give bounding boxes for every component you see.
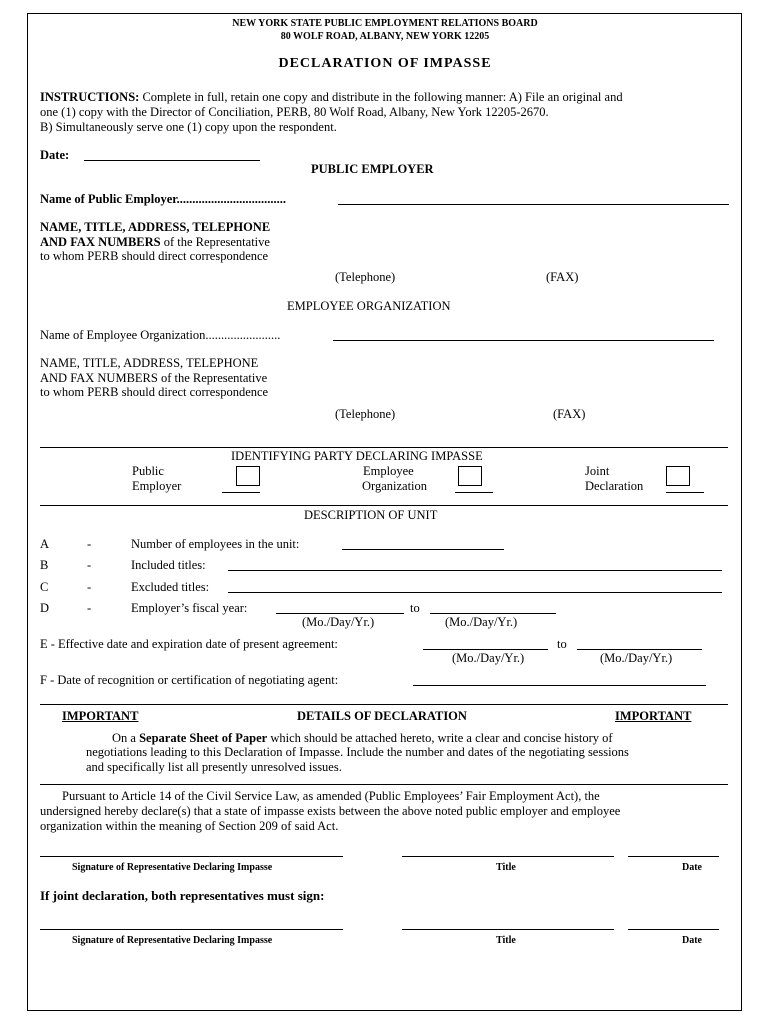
row-d-dash: - [87,601,92,615]
details-line-1 [112,731,613,745]
instructions-label: INSTRUCTIONS: [40,90,140,104]
row-a-letter: A [40,537,50,551]
opt-employee-l2: Organization [362,479,428,493]
public-employer-heading: PUBLIC EMPLOYER [311,162,434,176]
mdy-label: (Mo./Day/Yr.) [445,615,518,629]
joint-declaration-checkbox[interactable] [666,466,690,486]
pe-telephone-label: (Telephone) [335,270,396,284]
divider [666,492,704,493]
date-field-1[interactable] [628,856,719,857]
recognition-date-field[interactable] [413,685,706,686]
mdy-label: (Mo./Day/Yr.) [452,651,525,665]
employee-org-name-field[interactable] [333,340,714,341]
date-field-2[interactable] [628,929,719,930]
employee-organization-checkbox[interactable] [458,466,482,486]
eo-telephone-label: (Telephone) [335,407,396,421]
opt-joint-l1: Joint [585,464,610,478]
employee-count-field[interactable] [342,549,504,550]
date-label-1: Date [682,862,702,873]
opt-joint-l2: Declaration [585,479,644,493]
pursuant-line-1: Pursuant to Article 14 of the Civil Service Law, as amended (Public Employees’ Fair Employment Act), the [62,789,600,803]
details-pre: On a [112,731,140,745]
public-employer-name-field[interactable] [338,204,729,205]
row-b-label: Included titles: [131,558,206,572]
pe-rep-line-1: NAME, TITLE, ADDRESS, TELEPHONE [40,220,271,234]
pursuant-line-2: undersigned hereby declare(s) that a state of impasse exists between the above noted public employer and employee [40,804,621,818]
instructions-line-3: B) Simultaneously serve one (1) copy upon the respondent. [40,120,337,134]
opt-employee-l1: Employee [363,464,414,478]
public-employer-name-label: Name of Public Employer................................... [40,192,287,206]
row-d-letter: D [40,601,50,615]
row-d-label: Employer’s fiscal year: [131,601,248,615]
unit-heading: DESCRIPTION OF UNIT [304,508,438,522]
row-e-to: to [557,637,567,651]
divider [222,492,260,493]
date-label-2: Date [682,935,702,946]
employee-org-name-label: Name of Employee Organization........................ [40,328,281,342]
eo-fax-label: (FAX) [553,407,586,421]
row-c-dash: - [87,580,92,594]
mdy-label: (Mo./Day/Yr.) [302,615,375,629]
signature-field-2[interactable] [40,929,343,930]
instructions-line-1 [40,90,623,104]
pe-rep-line-2 [40,235,270,249]
opt-public-l1: Public [132,464,164,478]
signature-field-1[interactable] [40,856,343,857]
eo-rep-line-2: AND FAX NUMBERS of the Representative [40,371,268,385]
row-f-label: F - Date of recognition or certification of negotiating agent: [40,673,339,687]
row-b-letter: B [40,558,49,572]
employee-org-heading: EMPLOYEE ORGANIZATION [287,299,451,313]
eo-rep-line-1: NAME, TITLE, ADDRESS, TELEPHONE [40,356,259,370]
row-c-letter: C [40,580,49,594]
public-employer-checkbox[interactable] [236,466,260,486]
divider [455,492,493,493]
title-field-2[interactable] [402,929,614,930]
title-field-1[interactable] [402,856,614,857]
excluded-titles-field[interactable] [228,592,722,593]
pursuant-line-3: organization within the meaning of Section 209 of said Act. [40,819,339,833]
details-line-3: and specifically list all presently unresolved issues. [86,760,342,774]
identifying-heading: IDENTIFYING PARTY DECLARING IMPASSE [231,449,483,463]
agreement-expiration-field[interactable] [577,649,702,650]
fiscal-year-end-field[interactable] [430,613,556,614]
signature-label-1: Signature of Representative Declaring Impasse [72,862,273,873]
details-bold: Separate Sheet of Paper [139,731,268,745]
divider [40,784,728,785]
instructions-line-2: one (1) copy with the Director of Conciliation, PERB, 80 Wolf Road, Albany, New York 12205-2670. [40,105,549,119]
date-label: Date: [40,148,70,162]
agency-name: NEW YORK STATE PUBLIC EMPLOYMENT RELATIONS BOARD [232,18,538,29]
signature-label-2: Signature of Representative Declaring Impasse [72,935,273,946]
row-d-to: to [410,601,420,615]
details-heading: DETAILS OF DECLARATION [297,709,467,723]
divider [40,505,728,506]
details-line-2: negotiations leading to this Declaration of Impasse. Include the number and dates of the negotiating sessions [86,745,629,759]
opt-public-l2: Employer [132,479,182,493]
agency-address: 80 WOLF ROAD, ALBANY, NEW YORK 12205 [280,31,490,42]
joint-note: If joint declaration, both representatives must sign: [40,888,325,903]
row-a-label: Number of employees in the unit: [131,537,300,551]
divider [40,447,728,448]
pe-fax-label: (FAX) [546,270,579,284]
included-titles-field[interactable] [228,570,722,571]
important-left: IMPORTANT [62,709,139,723]
pe-rep-rest: of the Representative [160,235,270,249]
agreement-effective-field[interactable] [423,649,548,650]
mdy-label: (Mo./Day/Yr.) [600,651,673,665]
row-a-dash: - [87,537,92,551]
row-c-label: Excluded titles: [131,580,210,594]
fiscal-year-start-field[interactable] [276,613,404,614]
important-right: IMPORTANT [615,709,692,723]
pe-rep-bold: AND FAX NUMBERS [40,235,161,249]
form-title: DECLARATION OF IMPASSE [278,56,492,71]
details-rest: which should be attached hereto, write a clear and concise history of [267,731,613,745]
eo-rep-line-3: to whom PERB should direct correspondence [40,385,269,399]
instructions-text-1: Complete in full, retain one copy and distribute in the following manner: A) File an original and [142,90,623,104]
divider [40,704,728,705]
date-field[interactable] [84,160,260,161]
row-b-dash: - [87,558,92,572]
row-e-label: E - Effective date and expiration date of present agreement: [40,637,338,651]
title-label-1: Title [496,862,516,873]
pe-rep-line-3: to whom PERB should direct correspondence [40,249,269,263]
title-label-2: Title [496,935,516,946]
